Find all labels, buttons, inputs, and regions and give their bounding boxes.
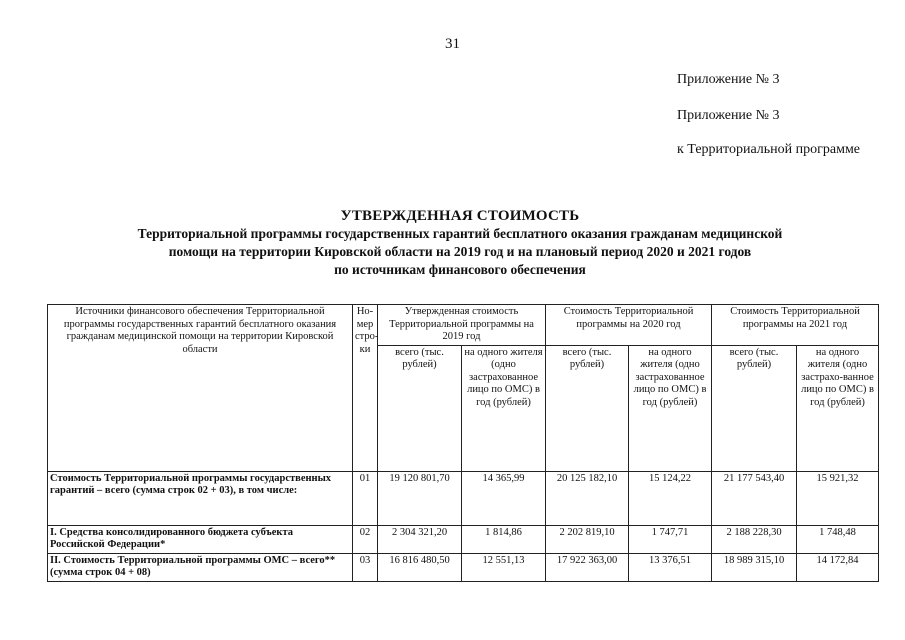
value-2021-per-capita: 14 172,84 (797, 553, 879, 581)
appendix-program-ref: к Территориальной программе (677, 142, 861, 157)
value-2020-total: 2 202 819,10 (546, 525, 629, 553)
row-number: 01 (353, 471, 378, 525)
row-number: 03 (353, 553, 378, 581)
header-2020-total: всего (тыс. рублей) (546, 345, 629, 471)
value-2021-total: 2 188 228,30 (712, 525, 797, 553)
value-2021-total: 21 177 543,40 (712, 471, 797, 525)
appendix-label-repeat: Приложение № 3 (677, 108, 780, 123)
row-name: II. Стоимость Территориальной программы ОМС – всего** (сумма строк 04 + 08) (48, 553, 353, 581)
cost-table (47, 304, 879, 582)
value-2019-total: 2 304 321,20 (378, 525, 462, 553)
page-number: 31 (445, 36, 460, 52)
row-number: 02 (353, 525, 378, 553)
title-line-2: помощи на территории Кировской области на 2019 год и на плановый период 2020 и 2021 годов (168, 244, 752, 259)
document-title (40, 208, 880, 279)
value-2019-per-capita: 1 814,86 (462, 525, 546, 553)
header-2020-per-capita: на одного жителя (одно застрахованное лицо по ОМС) в год (рублей) (629, 345, 712, 471)
value-2020-per-capita: 13 376,51 (629, 553, 712, 581)
value-2020-total: 20 125 182,10 (546, 471, 629, 525)
table-row (48, 471, 879, 525)
header-row-1 (48, 305, 879, 346)
header-2020: Стоимость Территориальной программы на 2020 год (546, 305, 712, 346)
row-name: I. Средства консолидированного бюджета субъекта Российской Федерации* (48, 525, 353, 553)
header-line-no: Но-мер стро-ки (353, 305, 378, 472)
value-2021-per-capita: 1 748,48 (797, 525, 879, 553)
header-2021: Стоимость Территориальной программы на 2021 год (712, 305, 879, 346)
value-2019-total: 19 120 801,70 (378, 471, 462, 525)
title-main: УТВЕРЖДЕННАЯ СТОИМОСТЬ (340, 208, 580, 224)
table-row (48, 525, 879, 553)
appendix-label: Приложение № 3 (677, 72, 780, 87)
value-2021-per-capita: 15 921,32 (797, 471, 879, 525)
value-2021-total: 18 989 315,10 (712, 553, 797, 581)
value-2019-per-capita: 14 365,99 (462, 471, 546, 525)
header-2021-total: всего (тыс. рублей) (712, 345, 797, 471)
header-2019: Утвержденная стоимость Территориальной программы на 2019 год (378, 305, 546, 346)
row-name: Стоимость Территориальной программы государственных гарантий – всего (сумма строк 02 + 03), в том числе: (48, 471, 353, 525)
header-2019-per-capita: на одного жителя (одно застрахованное лицо по ОМС) в год (рублей) (462, 345, 546, 471)
value-2020-total: 17 922 363,00 (546, 553, 629, 581)
header-source: Источники финансового обеспечения Территориальной программы государственных гарантий бесплатного оказания гражданам медицинской помощи на территории Кировской области (48, 305, 353, 472)
value-2019-per-capita: 12 551,13 (462, 553, 546, 581)
table-row (48, 553, 879, 581)
header-2019-total: всего (тыс. рублей) (378, 345, 462, 471)
title-line-3: по источникам финансового обеспечения (334, 262, 586, 277)
header-2021-per-capita: на одного жителя (одно застрахо-ванное лицо по ОМС) в год (рублей) (797, 345, 879, 471)
title-line-1: Территориальной программы государственных гарантий бесплатного оказания гражданам медицинской (137, 226, 783, 241)
value-2020-per-capita: 15 124,22 (629, 471, 712, 525)
value-2020-per-capita: 1 747,71 (629, 525, 712, 553)
value-2019-total: 16 816 480,50 (378, 553, 462, 581)
